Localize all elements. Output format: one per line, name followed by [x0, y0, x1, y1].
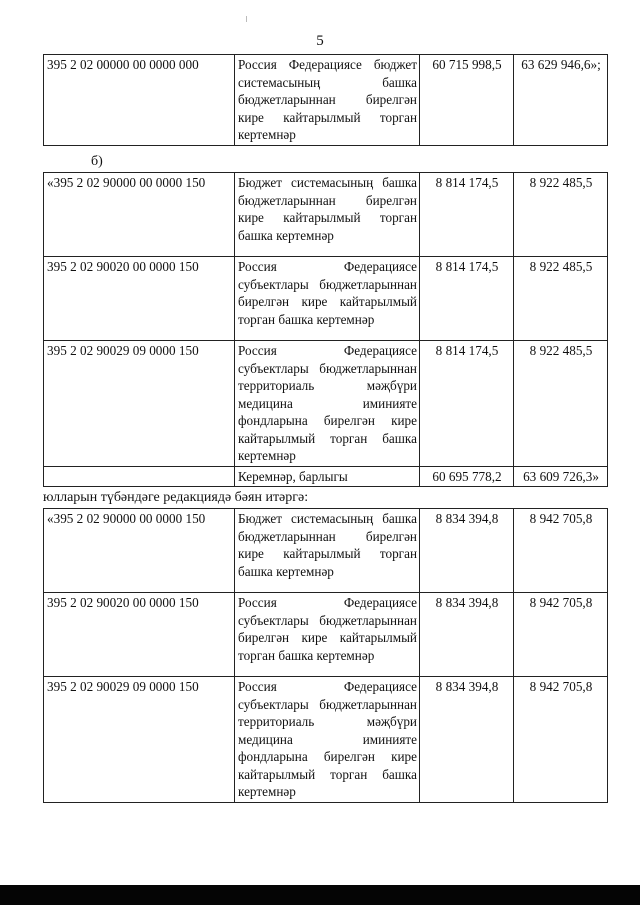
code-cell: «395 2 02 90000 00 0000 150 [44, 509, 235, 593]
name-cell: Бюджет системасының башка бюджетларыннан бирелгән кире кайтарылмый торган башка кертемнәр [235, 509, 420, 593]
name-cell: Бюджет системасының башка бюджетларыннан бирелгән кире кайтарылмый торган башка кертемнәр [235, 173, 420, 257]
scan-mark [246, 16, 247, 22]
table-row [44, 173, 608, 257]
table-row [44, 257, 608, 341]
value-cell-2: 8 922 485,5 [514, 257, 608, 341]
value-cell-1: 8 814 174,5 [420, 341, 514, 467]
table-new [43, 508, 608, 803]
total-label: Керемнәр, барлыгы [235, 466, 420, 487]
table-b [43, 172, 608, 487]
code-cell: 395 2 02 00000 00 0000 000 [44, 55, 235, 146]
name-cell: Россия Федерациясе субъектлары бюджетларыннан территориаль мәҗбүри медицина иминияте фондларына бирелгән кире кайтарылмый торган башка кертемнәр [235, 341, 420, 467]
table-row [44, 509, 608, 593]
value-cell-2: 8 942 705,8 [514, 593, 608, 677]
table-row [44, 593, 608, 677]
name-cell: Россия Федерациясе субъектлары бюджетларыннан территориаль мәҗбүри медицина иминияте фондларына бирелгән кире кайтарылмый торган башка кертемнәр [235, 677, 420, 803]
scan-border [0, 885, 640, 905]
value-cell-2: 8 942 705,8 [514, 509, 608, 593]
name-cell: Россия Федерациясе бюджет системасының башка бюджетларыннан бирелгән кире кайтарылмый торган кертемнәр [235, 55, 420, 146]
code-cell: 395 2 02 90020 00 0000 150 [44, 257, 235, 341]
code-cell: 395 2 02 90029 09 0000 150 [44, 341, 235, 467]
value-cell-2: 8 942 705,8 [514, 677, 608, 803]
total-value-1: 60 695 778,2 [420, 466, 514, 487]
instruction-text: юлларын түбәндәге редакциядә бәян итәргә: [43, 490, 309, 505]
total-value-2: 63 609 726,3» [514, 466, 608, 487]
value-cell-1: 8 814 174,5 [420, 257, 514, 341]
table-top [43, 54, 608, 146]
value-cell-1: 8 834 394,8 [420, 509, 514, 593]
table-row [44, 341, 608, 467]
value-cell-1: 8 814 174,5 [420, 173, 514, 257]
code-cell: «395 2 02 90000 00 0000 150 [44, 173, 235, 257]
code-cell [44, 466, 235, 487]
name-cell: Россия Федерациясе субъектлары бюджетларыннан бирелгән кире кайтарылмый торган башка кертемнәр [235, 593, 420, 677]
code-cell: 395 2 02 90020 00 0000 150 [44, 593, 235, 677]
value-cell-1: 60 715 998,5 [420, 55, 514, 146]
page-number: 5 [316, 33, 324, 49]
code-cell: 395 2 02 90029 09 0000 150 [44, 677, 235, 803]
section-label-b: б) [91, 154, 103, 169]
value-cell-2: 8 922 485,5 [514, 341, 608, 467]
value-cell-1: 8 834 394,8 [420, 677, 514, 803]
table-row [44, 55, 608, 146]
value-cell-1: 8 834 394,8 [420, 593, 514, 677]
value-cell-2: 8 922 485,5 [514, 173, 608, 257]
total-row [44, 466, 608, 487]
table-row [44, 677, 608, 803]
name-cell: Россия Федерациясе субъектлары бюджетларыннан бирелгән кире кайтарылмый торган башка кертемнәр [235, 257, 420, 341]
value-cell-2: 63 629 946,6»; [514, 55, 608, 146]
